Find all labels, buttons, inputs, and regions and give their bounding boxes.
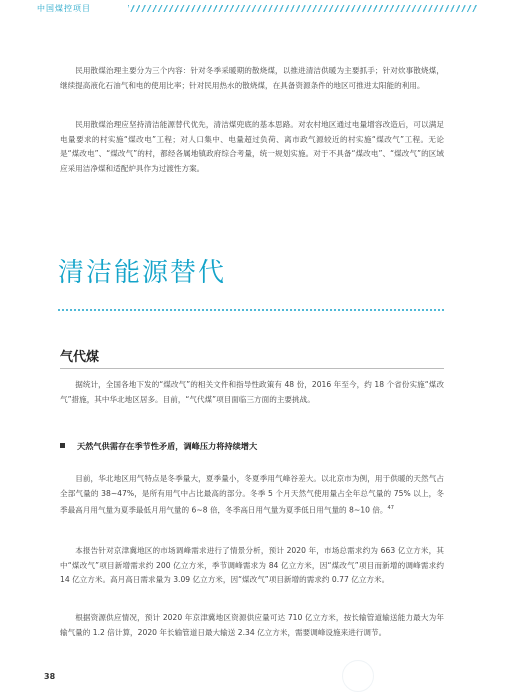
section-divider <box>58 309 444 311</box>
body-paragraph: 本报告针对京津冀地区的市场调峰需求进行了情景分析，预计 2020 年，市场总需求约为 663 亿立方米，其中“煤改气”项目新增需求约 200 亿立方米，季节调峰需求为 84 亿立方米，因“煤改气”项目而新增的调峰需求约 14 亿立方米。高月高日需求量为 3.09 亿立方米，因“煤改气”项目新增的需求约 0.77 亿立方米。 <box>60 546 444 584</box>
intro-paragraph: 据统计，全国各地下发的“煤改气”的相关文件和指导性政策有 48 份，2016 年至今，约 18 个省份实施“煤改气”措施，其中华北地区居多。目前，“气代煤”项目面临三方面的主要挑战。 <box>60 380 444 404</box>
bullet-heading <box>60 441 444 452</box>
paragraph-text: 目前，华北地区用气特点是冬季量大，夏季量小，冬夏季用气峰谷差大。以北京市为例，用于供暖的天然气占全部气量的 38~47%，是所有用气中占比最高的部分。冬季 5 个月天然气使用量占全年总气量的 75% 以上，冬季最高月用气量为夏季最低月用气量的 6~8 倍，冬季高日用气量为夏季低日用气量的 8~10 倍。 <box>60 474 444 515</box>
body-paragraph: 根据资源供应情况，预计 2020 年京津冀地区资源供应量可达 710 亿立方米，按长输管道输送能力最大为年输气量的 1.2 倍计算，2020 年长输管道日最大输送 2.34 亿立方米，需要调峰设施来进行调节。 <box>60 613 444 637</box>
header-hatch-decoration <box>128 5 478 12</box>
body-paragraph: 民用散煤治理应坚持清洁能源替代优先，清洁煤兜底的基本思路。对农村地区通过电量增容改造后，可以满足电量要求的村实施“煤改电”工程；对人口集中、电量超过负荷、离市政气源较近的村实施“煤改气”工程。无论是“煤改电”、“煤改气”的村，都经各属地镇政府综合考量，统一规划实施。对于不具备“煤改电”、“煤改气”的区域应采用洁净煤和适配炉具作为过渡性方案。 <box>60 120 444 173</box>
section-title: 清洁能源替代 <box>58 258 227 288</box>
page-header <box>0 0 506 18</box>
bullet-heading-text: 天然气供需存在季节性矛盾，调峰压力将持续增大 <box>77 441 258 451</box>
subsection-title: 气代煤 <box>60 350 100 365</box>
body-paragraph <box>60 472 444 518</box>
watermark-logo <box>342 660 374 692</box>
page-number: 38 <box>44 672 56 681</box>
header-tag: 中国煤控项目 <box>37 4 91 13</box>
body-paragraph: 民用散煤治理主要分为三个内容：针对冬季采暖期的散烧煤，以推进清洁供暖为主要抓手；针对炊事散烧煤，继续提高液化石油气和电的使用比率；针对民用热水的散烧煤，在具备资源条件的地区可推进太阳能的利用。 <box>60 66 444 90</box>
subsection-divider <box>60 368 444 369</box>
footnote-ref: 47 <box>387 505 394 511</box>
square-bullet-icon <box>60 443 65 448</box>
